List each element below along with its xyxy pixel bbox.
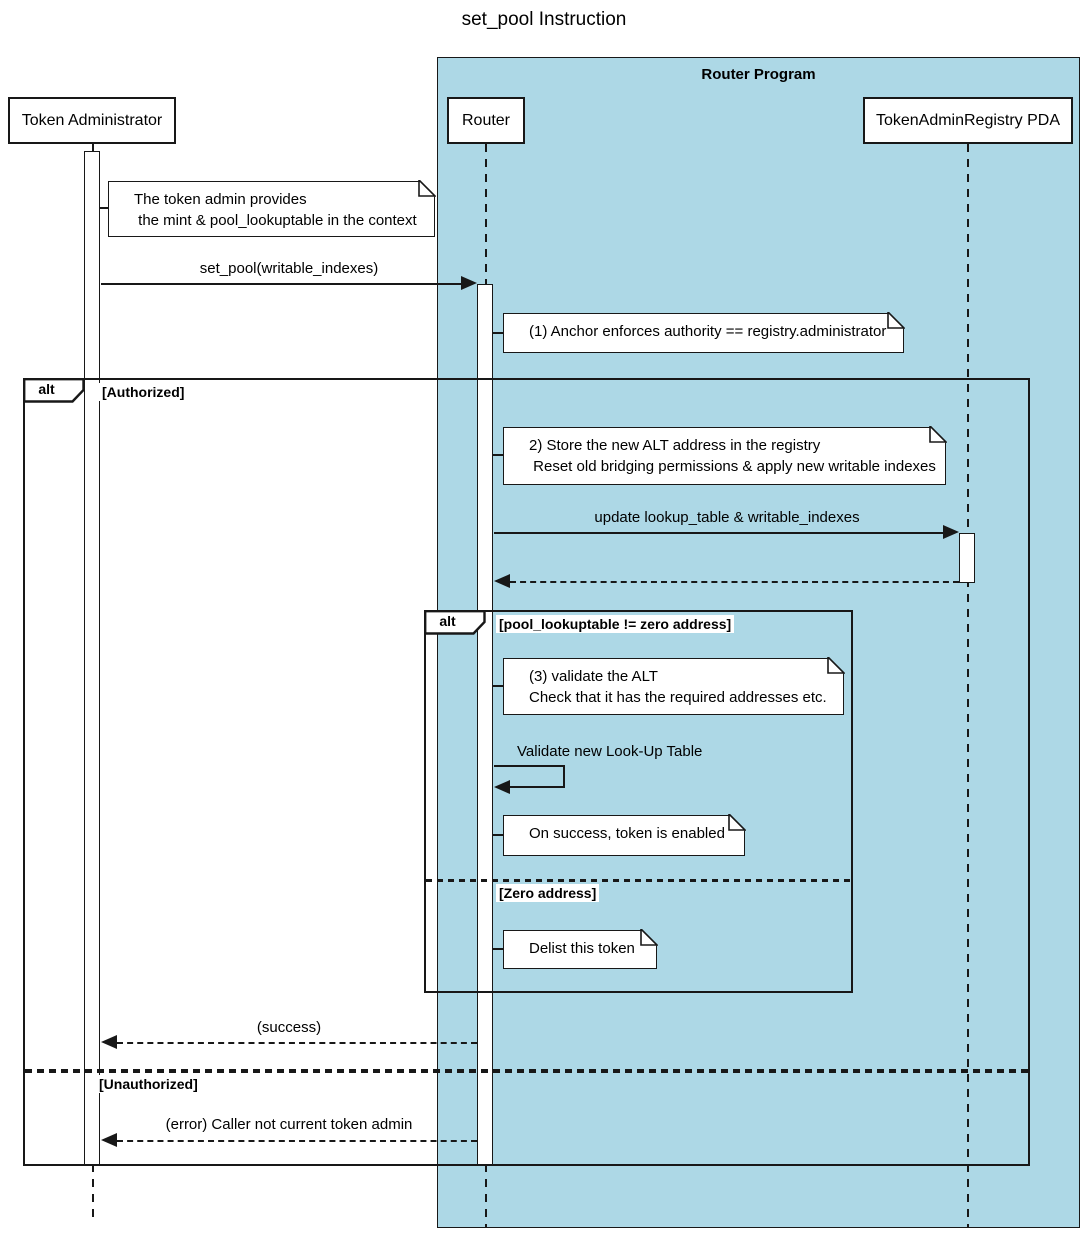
diagram-title: set_pool Instruction	[461, 9, 627, 30]
note-validate-alt	[503, 658, 844, 715]
note-fold-icon	[640, 929, 658, 947]
message-registry-return-line	[510, 581, 959, 583]
alt-operator-label: alt	[38, 380, 55, 397]
message-validate-self-label: Validate new Look-Up Table	[517, 743, 703, 760]
arrowhead-left-icon	[101, 1133, 117, 1147]
participant-token-administrator-label: Token Administrator	[21, 111, 163, 129]
arrowhead-left-icon	[494, 780, 510, 794]
note-on-success	[503, 815, 745, 856]
participant-token-administrator	[8, 97, 176, 144]
guard-authorized: [Authorized]	[99, 383, 187, 401]
note-context-line2: the mint & pool_lookuptable in the context	[134, 212, 417, 229]
note-context	[108, 181, 435, 237]
participant-router-label: Router	[461, 111, 511, 129]
guard-zero-address: [Zero address]	[496, 884, 599, 902]
note-fold-icon	[887, 312, 905, 330]
note-store-alt-line1: 2) Store the new ALT address in the registry	[529, 437, 821, 454]
message-validate-self-side	[563, 765, 565, 788]
arrowhead-right-icon	[943, 525, 959, 539]
note-connector	[492, 454, 503, 456]
note-connector	[492, 948, 503, 950]
message-set-pool-line	[101, 283, 462, 285]
participant-registry-pda-label: TokenAdminRegistry PDA	[875, 111, 1061, 129]
note-connector	[492, 834, 503, 836]
note-context-line1: The token admin provides	[134, 191, 307, 208]
message-update-label: update lookup_table & writable_indexes	[594, 509, 860, 526]
note-store-alt	[503, 427, 946, 485]
arrowhead-left-icon	[494, 574, 510, 588]
note-fold-icon	[827, 657, 845, 675]
message-validate-self-top	[494, 765, 565, 767]
note-validate-alt-line1: (3) validate the ALT	[529, 668, 658, 685]
note-connector	[492, 685, 503, 687]
alt-divider-outer	[25, 1069, 1028, 1073]
message-success-line	[117, 1042, 477, 1044]
note-on-success-line1: On success, token is enabled	[529, 825, 725, 842]
router-program-label: Router Program	[701, 66, 816, 83]
alt-operator-badge-inner	[424, 610, 486, 635]
participant-router	[447, 97, 525, 144]
alt-divider-inner	[426, 879, 851, 882]
note-fold-icon	[728, 814, 746, 832]
note-delist-line1: Delist this token	[529, 940, 635, 957]
note-delist	[503, 930, 657, 969]
note-fold-icon	[929, 426, 947, 444]
arrowhead-right-icon	[461, 276, 477, 290]
message-error-line	[117, 1140, 477, 1142]
note-connector	[492, 332, 503, 334]
message-set-pool-label: set_pool(writable_indexes)	[199, 260, 379, 277]
participant-registry-pda	[863, 97, 1073, 144]
note-validate-alt-line2: Check that it has the required addresses etc.	[529, 689, 827, 706]
guard-unauthorized: [Unauthorized]	[96, 1075, 201, 1093]
arrowhead-left-icon	[101, 1035, 117, 1049]
guard-pool-lookuptable: [pool_lookuptable != zero address]	[496, 615, 734, 633]
message-error-label: (error) Caller not current token admin	[165, 1116, 413, 1133]
note-fold-icon	[418, 180, 436, 198]
message-update-line	[494, 532, 944, 534]
alt-operator-badge	[23, 378, 85, 403]
note-store-alt-line2: Reset old bridging permissions & apply new writable indexes	[529, 458, 936, 475]
note-anchor-check	[503, 313, 904, 353]
message-success-label: (success)	[256, 1019, 322, 1036]
note-anchor-check-line1: (1) Anchor enforces authority == registry.administrator	[529, 323, 887, 340]
alt-operator-label-inner: alt	[439, 612, 456, 629]
message-validate-self-bottom	[510, 786, 565, 788]
